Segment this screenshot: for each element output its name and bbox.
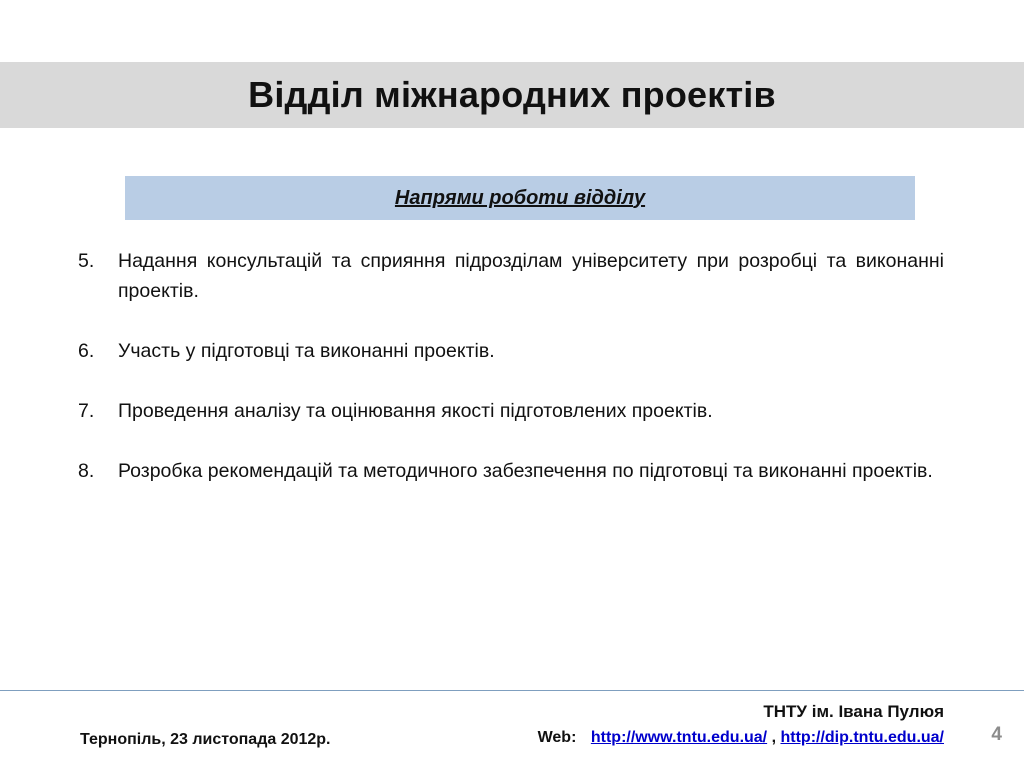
slide-subtitle: Напрями роботи відділу [394, 186, 646, 209]
list-item [78, 336, 944, 366]
list-item [78, 396, 944, 426]
list-item-text: Проведення аналізу та оцінювання якості підготовлених проектів. [118, 400, 713, 422]
web-label: Web: [537, 729, 577, 746]
title-band [0, 62, 1024, 128]
list-item-text: Участь у підготовці та виконанні проектів. [118, 340, 495, 362]
dip-link[interactable]: http://dip.tntu.edu.ua/ [780, 729, 944, 746]
list-item [78, 246, 944, 306]
list-item [78, 456, 944, 486]
list-item-number: 7. [78, 400, 95, 422]
list-item-text: Надання консультацій та сприяння підрозділам університету при розробці та виконанні проектів. [118, 250, 944, 302]
subtitle-box [125, 175, 915, 220]
slide-title: Відділ міжнародних проектів [248, 74, 776, 115]
directions-list [78, 246, 944, 516]
list-item-number: 8. [78, 460, 95, 482]
footer-web [538, 729, 944, 747]
link-separator: , [771, 729, 777, 746]
page-number: 4 [991, 724, 1002, 745]
list-item-number: 6. [78, 340, 95, 362]
list-item-text: Розробка рекомендацій та методичного забезпечення по підготовці та виконанні проектів. [118, 460, 933, 482]
list-item-number: 5. [78, 250, 95, 272]
tntu-link[interactable]: http://www.tntu.edu.ua/ [590, 729, 768, 746]
footer-organization: ТНТУ ім. Івана Пулюя [763, 702, 944, 721]
footer-city-date: Тернопіль, 23 листопада 2012р. [80, 731, 331, 748]
footer-divider [0, 690, 1024, 691]
